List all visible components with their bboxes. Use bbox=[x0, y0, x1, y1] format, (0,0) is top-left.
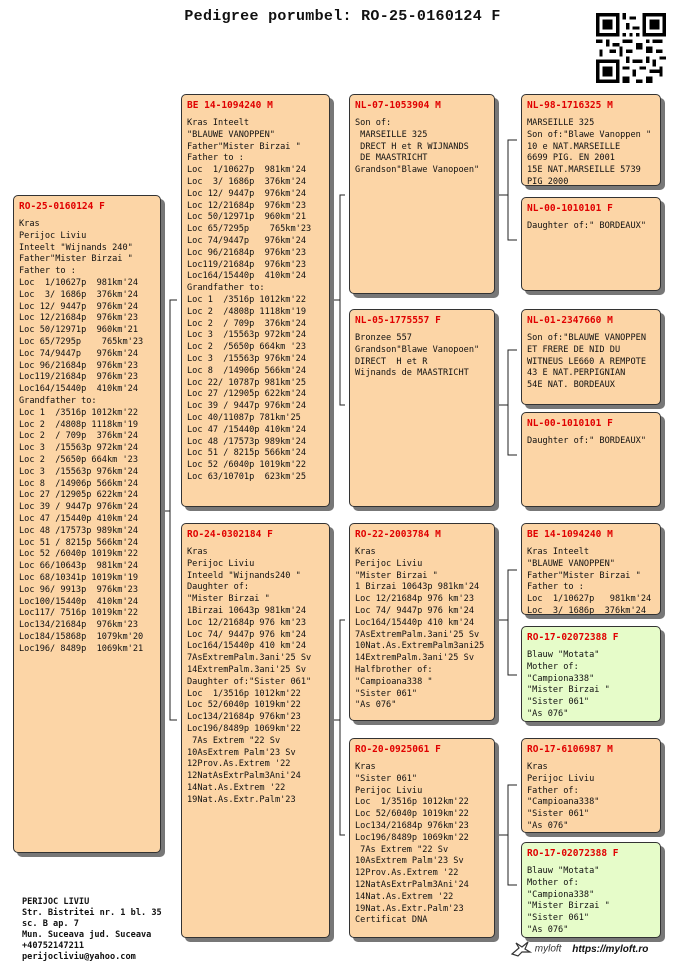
card-dam-sire-dam[interactable] bbox=[521, 626, 661, 722]
brand-logo-text: myloft bbox=[534, 943, 562, 955]
card-sire-dam[interactable] bbox=[349, 309, 495, 507]
brand bbox=[510, 940, 648, 958]
card-dam-dam-dam[interactable] bbox=[521, 842, 661, 938]
card-sire-sire-dam[interactable] bbox=[521, 197, 661, 291]
ring-number: NL-01-2347660 M bbox=[527, 315, 613, 326]
ring-number: RO-22-2003784 M bbox=[355, 529, 441, 540]
ring-number: BE 14-1094240 M bbox=[187, 100, 273, 111]
card-subject[interactable] bbox=[13, 195, 161, 853]
brand-url-link[interactable]: https://myloft.ro bbox=[572, 943, 649, 955]
card-details: Kras Perijoc Liviu Inteelt "Wijnands 240" Father"Mister Birzai " Father to : Loc 1/10627p 981km'24 Loc 3/ 1686p 376km'24 Loc 12/ 9447p 976km'24 Loc 12/21684p 976km'23 Loc 50/12971p 960km'21 Loc 65/7295p 765km'23 Loc 74/9447p 976km'24 Loc 96/21684p 976km'23 Loc119/21684p 976km'23 Loc164/15440p 410km'24 Grandfather to: Loc 1 /3516p 1012km'22 Loc 2 /4808p 1118km'19 Loc 2 / 709p 376km'24 Loc 3 /15563p 972km'24 Loc 2 /5650p 664km '23 Loc 3 /15563p 976km'24 Loc 8 /14906p 566km'24 Loc 27 /12905p 622km'24 Loc 39 / 9447p 976km'24 Loc 47 /15440p 410km'24 Loc 48 /17573p 989km'24 Loc 51 / 8215p 566km'24 Loc 52 /6040p 1019km'22 Loc 66/10643p 981km'24 Loc 68/10341p 1019km'19 Loc 96/ 9913p 976km'23 Loc100/15440p 410km'24 Loc117/ 7516p 1019km'22 Loc134/21684p 976km'23 Loc184/15868p 1079km'20 Loc196/ 8489p 1069km'21 bbox=[19, 219, 144, 654]
card-details: Blauw "Motata" Mother of: "Campiona338" "Mister Birzai " "Sister 061" "As 076" bbox=[527, 866, 610, 935]
card-details: Bronzee 557 Grandson"Blawe Vanopoen" DIRECT H et R Wijnands de MAASTRICHT bbox=[355, 333, 480, 379]
card-details: Kras Perijoc Liviu Inteeld "Wijnands240 " Daughter of: "Mister Birzai " 1Birzai 10643p 981km'24 Loc 12/21684p 976 km'23 Loc 74/ 9447p 976 km'24 Loc164/15440p 410 km'24 7AsExtremPalm.3ani'25 Sv 14ExtremPalm.3ani'25 Sv Daughter of:"Sister 061" Loc 1/3516p 1012km'22 Loc 52/6040p 1019km'22 Loc134/21684p 976km'23 Loc196/8489p 1069km'22 7As Extrem "22 Sv 10AsExtrem Palm'23 Sv 12Prov.As.Extrem '22 12NatAsExtrPalm3Ani'24 14Nat.As.Extrem '22 19Nat.As.Extr.Palm'23 bbox=[187, 547, 312, 805]
ring-number: NL-98-1716325 M bbox=[527, 100, 613, 111]
ring-number: RO-24-0302184 F bbox=[187, 529, 273, 540]
ring-number: RO-17-02072388 F bbox=[527, 848, 619, 859]
ring-number: NL-07-1053904 M bbox=[355, 100, 441, 111]
card-dam-dam[interactable] bbox=[349, 738, 495, 938]
ring-number: RO-17-02072388 F bbox=[527, 632, 619, 643]
ring-number: RO-20-0925061 F bbox=[355, 744, 441, 755]
card-details: Kras Perijoc Liviu Father of: "Campioana338" "Sister 061" "As 076" bbox=[527, 762, 600, 831]
card-details: Daughter of:" BORDEAUX" bbox=[527, 221, 646, 231]
card-dam[interactable] bbox=[181, 523, 330, 938]
ring-number: NL-00-1010101 F bbox=[527, 418, 613, 429]
ring-number: NL-00-1010101 F bbox=[527, 203, 613, 214]
card-sire-sire[interactable] bbox=[349, 94, 495, 294]
pigeon-logo-icon bbox=[510, 940, 532, 958]
card-details: Kras Inteelt "BLAUWE VANOPPEN" Father"Mister Birzai " Father to : Loc 1/10627p 981km'24 Loc 3/ 1686p 376km'24 bbox=[527, 547, 652, 615]
card-details: Son of: MARSEILLE 325 DRECT H et R WIJNANDS DE MAASTRICHT Grandson"Blawe Vanopoen" bbox=[355, 118, 480, 176]
owner-contact: PERIJOC LIVIU Str. Bistritei nr. 1 bl. 35 sc. B ap. 7 Mun. Suceava jud. Suceava +40752147211 perijocliviu@yahoo.com bbox=[22, 897, 162, 962]
ring-number: BE 14-1094240 M bbox=[527, 529, 613, 540]
card-details: Son of:"BLAUWE VANOPPEN ET FRERE DE NID DU WITNEUS LE660 A REMPOTE 43 E NAT.PERPIGNIAN 54E NAT. BORDEAUX bbox=[527, 333, 646, 391]
card-sire-dam-sire[interactable] bbox=[521, 309, 661, 405]
card-details: Kras Perijoc Liviu "Mister Birzai " 1 Birzai 10643p 981km'24 Loc 12/21684p 976 km'23 Loc 74/ 9447p 976 km'24 Loc164/15440p 410 km'24 7AsExtremPalm.3ani'25 Sv 10Nat.As.ExtremPalm3ani25 14ExtremPalm.3ani'25 Sv Halfbrother of: "Campioana338 " "Sister 061" "As 076" bbox=[355, 547, 485, 711]
card-details: Daughter of:" BORDEAUX" bbox=[527, 436, 646, 446]
ring-number: RO-25-0160124 F bbox=[19, 201, 105, 212]
card-details: MARSEILLE 325 Son of:"Blawe Vanoppen " 10 e NAT.MARSEILLE 6699 PIG. EN 2001 15E NAT.MARSEILLE 5739 PIG 2000 bbox=[527, 118, 652, 186]
card-sire[interactable] bbox=[181, 94, 330, 507]
ring-number: NL-05-1775557 F bbox=[355, 315, 441, 326]
card-details: Kras Inteelt "BLAUWE VANOPPEN" Father"Mister Birzai " Father to : Loc 1/10627p 981km'24 Loc 3/ 1686p 376km'24 Loc 12/ 9447p 976km'24 Loc 12/21684p 976km'23 Loc 50/12971p 960km'21 Loc 65/7295p 765km'23 Loc 74/9447p 976km'24 Loc 96/21684p 976km'23 Loc119/21684p 976km'23 Loc164/15440p 410km'24 Grandfather to: Loc 1 /3516p 1012km'22 Loc 2 /4808p 1118km'19 Loc 2 / 709p 376km'24 Loc 3 /15563p 972km'24 Loc 2 /5650p 664km '23 Loc 3 /15563p 976km'24 Loc 8 /14906p 566km'24 Loc 22/ 10787p 981km'25 Loc 27 /12905p 622km'24 Loc 39 / 9447p 976km'24 Loc 40/11087p 781km'25 Loc 47 /15440p 410km'24 Loc 48 /17573p 989km'24 Loc 51 / 8215p 566km'24 Loc 52 /6040p 1019km'22 Loc 63/10701p 623km'25 bbox=[187, 118, 312, 482]
page-title: Pedigree porumbel: RO-25-0160124 F bbox=[184, 8, 501, 25]
card-sire-dam-dam[interactable] bbox=[521, 412, 661, 507]
card-dam-dam-sire[interactable] bbox=[521, 738, 661, 833]
card-details: Kras "Sister 061" Perijoc Liviu Loc 1/3516p 1012km'22 Loc 52/6040p 1019km'22 Loc134/21684p 976km'23 Loc196/8489p 1069km'22 7As Extrem "22 Sv 10AsExtrem Palm'23 Sv 12Prov.As.Extrem '22 12NatAsExtrPalm3Ani'24 14Nat.As.Extrem '22 19Nat.As.Extr.Palm'23 Certificat DNA bbox=[355, 762, 469, 926]
card-details: Blauw "Motata" Mother of: "Campiona338" "Mister Birzai " "Sister 061" "As 076" bbox=[527, 650, 610, 719]
card-dam-sire-sire[interactable] bbox=[521, 523, 661, 615]
card-sire-sire-sire[interactable] bbox=[521, 94, 661, 186]
ring-number: RO-17-6106987 M bbox=[527, 744, 613, 755]
card-dam-sire[interactable] bbox=[349, 523, 495, 721]
